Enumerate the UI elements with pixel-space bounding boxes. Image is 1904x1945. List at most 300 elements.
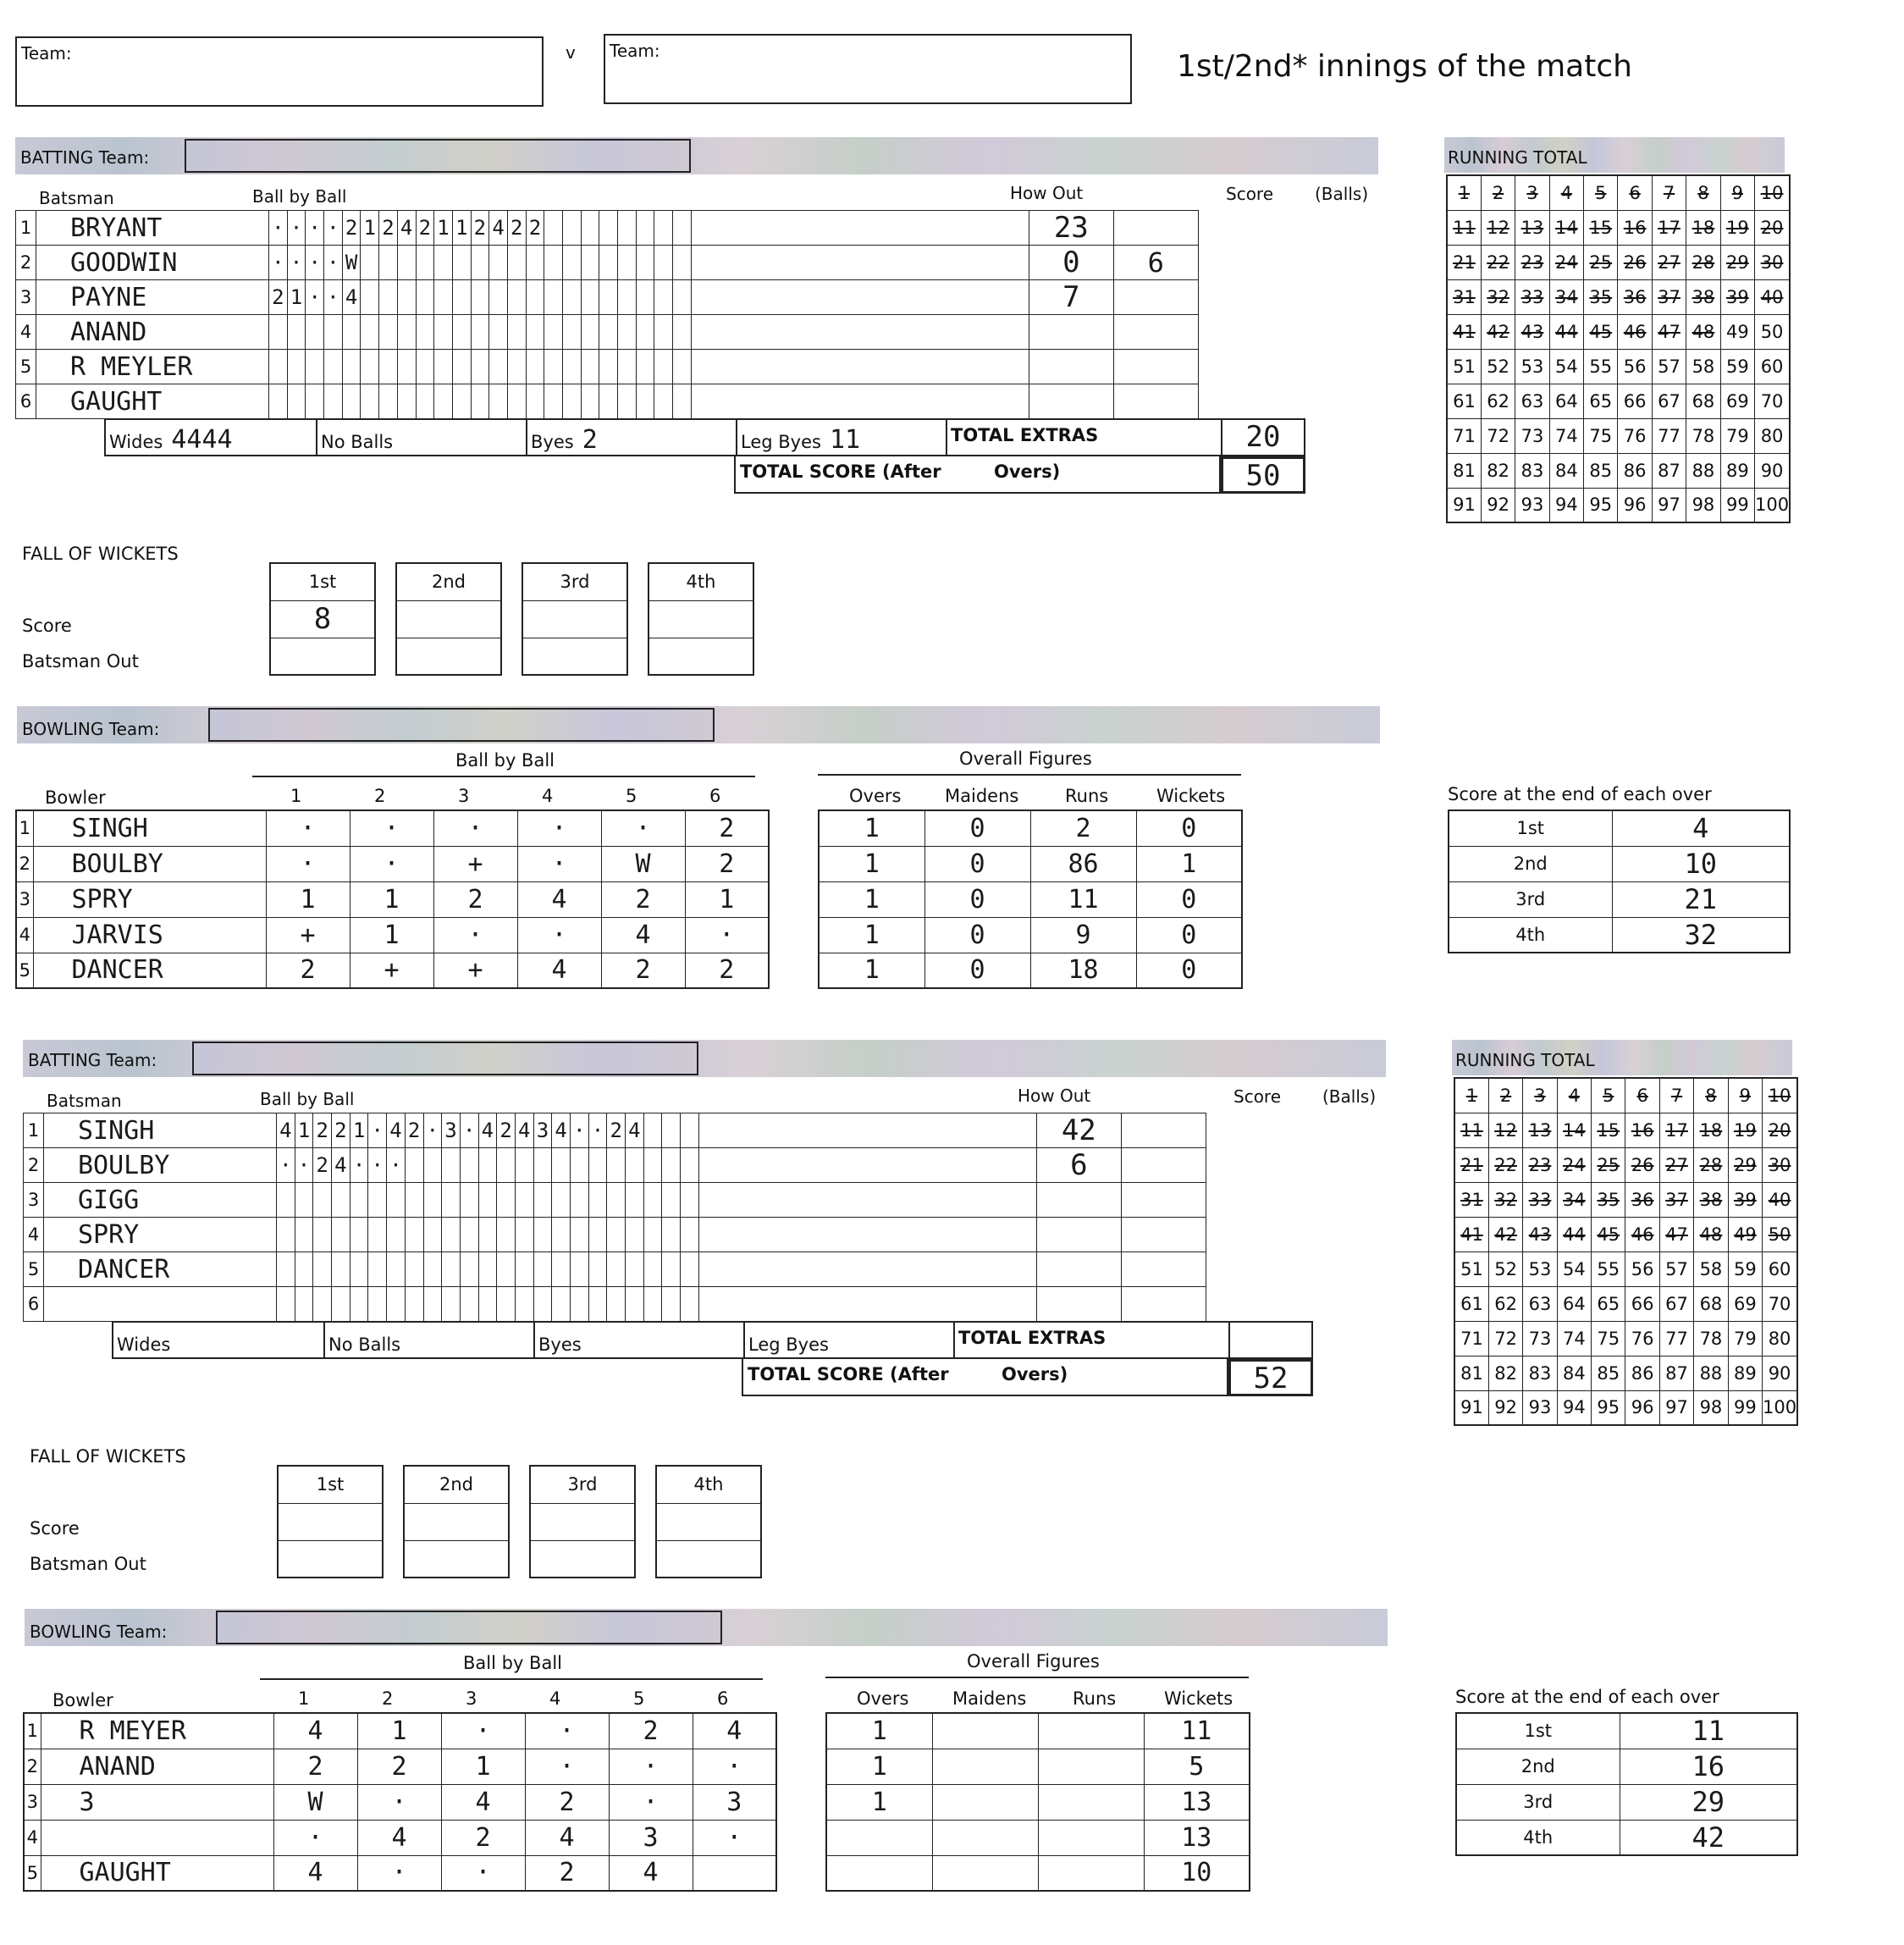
ball-cell[interactable] [654, 211, 673, 246]
ball-cell[interactable] [397, 384, 416, 419]
ball-cell[interactable]: 4 [397, 211, 416, 246]
figures-cell[interactable]: 86 [1030, 846, 1136, 881]
running-total-cell[interactable]: 53 [1523, 1252, 1557, 1286]
ball-cell[interactable] [332, 1218, 350, 1252]
running-total-cell[interactable]: 13 [1515, 210, 1549, 245]
ball-cell[interactable] [387, 1287, 406, 1322]
ball-cell[interactable] [405, 1218, 423, 1252]
figures-cell[interactable] [932, 1784, 1038, 1820]
figures-cell[interactable]: 11 [1030, 881, 1136, 917]
running-total-cell[interactable]: 29 [1720, 245, 1754, 279]
running-total-cell[interactable]: 4 [1557, 1078, 1591, 1113]
ball-cell[interactable] [313, 1218, 332, 1252]
batsman-name[interactable]: GIGG [44, 1183, 277, 1218]
figures-cell[interactable]: 13 [1144, 1820, 1250, 1855]
figures-cell[interactable]: 9 [1030, 917, 1136, 953]
ball-cell[interactable] [636, 384, 654, 419]
figures-cell[interactable]: 1 [826, 1784, 932, 1820]
fow-batsman-out-cell[interactable] [530, 1540, 635, 1578]
figures-cell[interactable] [932, 1855, 1038, 1891]
bowler-ball-cell[interactable]: 3 [609, 1820, 693, 1855]
ball-cell[interactable]: · [324, 211, 343, 246]
ball-cell[interactable] [478, 1218, 497, 1252]
running-total-cell[interactable]: 59 [1728, 1252, 1762, 1286]
running-total-cell[interactable]: 37 [1652, 279, 1686, 314]
running-total-cell[interactable]: 70 [1755, 384, 1791, 418]
ball-cell[interactable] [313, 1183, 332, 1218]
bowler-ball-cell[interactable]: 4 [517, 881, 601, 917]
ball-cell[interactable] [636, 211, 654, 246]
ball-cell[interactable] [643, 1287, 662, 1322]
running-total-cell[interactable]: 89 [1720, 453, 1754, 488]
bowler-ball-cell[interactable]: · [517, 810, 601, 846]
ball-cell[interactable] [423, 1287, 442, 1322]
bowler-ball-cell[interactable]: 2 [609, 1713, 693, 1749]
running-total-cell[interactable]: 50 [1763, 1217, 1798, 1252]
how-out-cell[interactable] [691, 315, 1029, 350]
ball-cell[interactable] [277, 1252, 295, 1287]
ball-cell[interactable] [332, 1183, 350, 1218]
running-total-cell[interactable]: 39 [1728, 1182, 1762, 1217]
ball-cell[interactable] [379, 350, 398, 384]
ball-cell[interactable] [287, 384, 306, 419]
figures-cell[interactable]: 5 [1144, 1749, 1250, 1784]
batsman-balls-faced[interactable] [1121, 1113, 1206, 1148]
running-total-cell[interactable]: 55 [1592, 1252, 1625, 1286]
ball-cell[interactable] [460, 1252, 478, 1287]
running-total-cell[interactable]: 7 [1652, 175, 1686, 210]
running-total-cell[interactable]: 83 [1523, 1356, 1557, 1390]
batsman-score[interactable]: 23 [1029, 211, 1113, 246]
running-total-cell[interactable]: 90 [1755, 453, 1791, 488]
legbyes-cell[interactable] [745, 1323, 955, 1357]
running-total-cell[interactable]: 29 [1728, 1147, 1762, 1182]
running-total-cell[interactable]: 75 [1584, 418, 1618, 453]
ball-cell[interactable] [544, 246, 563, 280]
running-total-cell[interactable]: 52 [1488, 1252, 1522, 1286]
figures-cell[interactable] [932, 1749, 1038, 1784]
running-total-cell[interactable]: 54 [1557, 1252, 1591, 1286]
running-total-cell[interactable]: 36 [1625, 1182, 1659, 1217]
running-total-cell[interactable]: 97 [1652, 488, 1686, 522]
running-total-cell[interactable]: 88 [1694, 1356, 1728, 1390]
ball-cell[interactable] [478, 1252, 497, 1287]
running-total-cell[interactable]: 16 [1625, 1113, 1659, 1147]
ball-cell[interactable] [379, 280, 398, 315]
ball-cell[interactable] [599, 211, 618, 246]
running-total-cell[interactable]: 95 [1584, 488, 1618, 522]
ball-cell[interactable]: · [368, 1148, 387, 1183]
figures-cell[interactable]: 1 [819, 810, 924, 846]
running-total-cell[interactable]: 72 [1488, 1321, 1522, 1356]
figures-cell[interactable]: 13 [1144, 1784, 1250, 1820]
ball-cell[interactable] [269, 315, 288, 350]
running-total-cell[interactable]: 80 [1763, 1321, 1798, 1356]
bowler-ball-cell[interactable]: · [693, 1749, 776, 1784]
ball-cell[interactable] [526, 246, 544, 280]
running-total-cell[interactable]: 54 [1549, 349, 1583, 384]
ball-cell[interactable] [460, 1148, 478, 1183]
total-score-value[interactable]: 52 [1228, 1359, 1313, 1396]
running-total-cell[interactable]: 18 [1694, 1113, 1728, 1147]
running-total-cell[interactable]: 63 [1523, 1286, 1557, 1321]
ball-cell[interactable]: · [306, 246, 324, 280]
ball-cell[interactable] [361, 315, 379, 350]
ball-cell[interactable] [673, 280, 692, 315]
running-total-cell[interactable]: 20 [1755, 210, 1791, 245]
over-score[interactable]: 10 [1612, 846, 1790, 881]
ball-cell[interactable]: · [277, 1148, 295, 1183]
ball-cell[interactable] [269, 384, 288, 419]
running-total-cell[interactable]: 74 [1549, 418, 1583, 453]
bowler-ball-cell[interactable]: + [433, 846, 517, 881]
running-total-cell[interactable]: 34 [1549, 279, 1583, 314]
ball-cell[interactable] [618, 384, 637, 419]
ball-cell[interactable] [489, 384, 508, 419]
ball-cell[interactable]: · [295, 1148, 313, 1183]
running-total-cell[interactable]: 32 [1488, 1182, 1522, 1217]
ball-cell[interactable] [654, 315, 673, 350]
bowler-ball-cell[interactable]: W [601, 846, 685, 881]
running-total-cell[interactable]: 5 [1584, 175, 1618, 210]
running-total-cell[interactable]: 28 [1694, 1147, 1728, 1182]
ball-cell[interactable] [442, 1218, 461, 1252]
fow-score-cell[interactable] [522, 600, 627, 638]
noballs-cell[interactable] [325, 1323, 535, 1357]
ball-cell[interactable]: 2 [497, 1113, 516, 1148]
ball-cell[interactable] [552, 1218, 571, 1252]
ball-cell[interactable] [662, 1148, 681, 1183]
bowler-ball-cell[interactable]: 4 [441, 1784, 525, 1820]
running-total-cell[interactable]: 69 [1720, 384, 1754, 418]
ball-cell[interactable] [295, 1287, 313, 1322]
running-total-cell[interactable]: 60 [1755, 349, 1791, 384]
ball-cell[interactable] [544, 315, 563, 350]
bowler-ball-cell[interactable]: 2 [273, 1749, 357, 1784]
figures-cell[interactable]: 11 [1144, 1713, 1250, 1749]
bowler-ball-cell[interactable]: · [350, 846, 433, 881]
running-total-cell[interactable]: 14 [1549, 210, 1583, 245]
over-score[interactable]: 4 [1612, 810, 1790, 846]
fow-batsman-out-cell[interactable] [396, 638, 501, 675]
ball-cell[interactable] [588, 1252, 607, 1287]
ball-cell[interactable] [324, 315, 343, 350]
fow-batsman-out-cell[interactable] [404, 1540, 509, 1578]
running-total-cell[interactable]: 36 [1618, 279, 1652, 314]
ball-cell[interactable] [416, 246, 434, 280]
figures-cell[interactable]: 0 [1136, 917, 1242, 953]
bowler-ball-cell[interactable]: + [266, 917, 350, 953]
ball-cell[interactable] [342, 315, 361, 350]
running-total-cell[interactable]: 81 [1454, 1356, 1488, 1390]
fow-score-cell[interactable] [396, 600, 501, 638]
ball-cell[interactable] [460, 1218, 478, 1252]
figures-cell[interactable]: 0 [1136, 810, 1242, 846]
ball-cell[interactable]: 2 [332, 1113, 350, 1148]
bowler-ball-cell[interactable]: · [441, 1713, 525, 1749]
ball-cell[interactable] [571, 1218, 589, 1252]
ball-cell[interactable] [350, 1218, 368, 1252]
running-total-cell[interactable]: 100 [1755, 488, 1791, 522]
batsman-balls-faced[interactable] [1121, 1218, 1206, 1252]
ball-cell[interactable] [287, 350, 306, 384]
ball-cell[interactable] [507, 280, 526, 315]
ball-cell[interactable]: · [368, 1113, 387, 1148]
ball-cell[interactable] [552, 1287, 571, 1322]
bowler-ball-cell[interactable]: 3 [693, 1784, 776, 1820]
batsman-name[interactable]: ANAND [36, 315, 269, 350]
running-total-cell[interactable]: 68 [1686, 384, 1720, 418]
ball-cell[interactable]: 4 [515, 1113, 533, 1148]
total-extras-value[interactable] [1228, 1321, 1313, 1359]
bowler-name[interactable]: DANCER [33, 953, 266, 988]
how-out-cell[interactable] [691, 211, 1029, 246]
bowler-name[interactable]: GAUGHT [41, 1855, 273, 1891]
bowler-ball-cell[interactable]: 4 [357, 1820, 441, 1855]
bowler-name[interactable]: SPRY [33, 881, 266, 917]
bowler-ball-cell[interactable]: · [350, 810, 433, 846]
bowler-ball-cell[interactable]: · [693, 1820, 776, 1855]
ball-cell[interactable] [599, 280, 618, 315]
ball-cell[interactable] [405, 1287, 423, 1322]
running-total-cell[interactable]: 21 [1447, 245, 1481, 279]
ball-cell[interactable] [581, 384, 599, 419]
how-out-cell[interactable] [698, 1148, 1036, 1183]
running-total-cell[interactable]: 13 [1523, 1113, 1557, 1147]
ball-cell[interactable] [442, 1287, 461, 1322]
ball-cell[interactable] [533, 1252, 552, 1287]
figures-cell[interactable]: 1 [819, 881, 924, 917]
running-total-cell[interactable]: 58 [1694, 1252, 1728, 1286]
ball-cell[interactable]: 3 [442, 1113, 461, 1148]
running-total-cell[interactable]: 24 [1549, 245, 1583, 279]
ball-cell[interactable] [434, 350, 453, 384]
running-total-cell[interactable]: 81 [1447, 453, 1481, 488]
ball-cell[interactable] [295, 1218, 313, 1252]
figures-cell[interactable]: 0 [1136, 881, 1242, 917]
running-total-cell[interactable]: 75 [1592, 1321, 1625, 1356]
ball-cell[interactable] [497, 1183, 516, 1218]
ball-cell[interactable] [423, 1252, 442, 1287]
ball-cell[interactable] [571, 1183, 589, 1218]
ball-cell[interactable] [544, 384, 563, 419]
running-total-cell[interactable]: 23 [1523, 1147, 1557, 1182]
bowler-ball-cell[interactable]: 2 [685, 846, 769, 881]
bowler-ball-cell[interactable]: · [441, 1855, 525, 1891]
team2-box[interactable] [604, 34, 1132, 104]
bowler-ball-cell[interactable]: 2 [601, 953, 685, 988]
fow-score-cell[interactable]: 8 [270, 600, 375, 638]
running-total-cell[interactable]: 35 [1592, 1182, 1625, 1217]
running-total-cell[interactable]: 6 [1618, 175, 1652, 210]
bowler-ball-cell[interactable]: + [433, 953, 517, 988]
batsman-name[interactable]: GAUGHT [36, 384, 269, 419]
running-total-cell[interactable]: 67 [1659, 1286, 1693, 1321]
bowler-ball-cell[interactable]: 4 [693, 1713, 776, 1749]
running-total-cell[interactable]: 8 [1686, 175, 1720, 210]
ball-cell[interactable] [626, 1252, 644, 1287]
ball-cell[interactable]: 2 [607, 1113, 626, 1148]
ball-cell[interactable] [379, 315, 398, 350]
running-total-cell[interactable]: 28 [1686, 245, 1720, 279]
ball-cell[interactable]: 4 [489, 211, 508, 246]
running-total-cell[interactable]: 10 [1763, 1078, 1798, 1113]
running-total-cell[interactable]: 64 [1557, 1286, 1591, 1321]
over-score[interactable]: 16 [1620, 1749, 1797, 1784]
ball-cell[interactable] [571, 1252, 589, 1287]
figures-cell[interactable] [1038, 1855, 1144, 1891]
ball-cell[interactable] [361, 350, 379, 384]
running-total-cell[interactable]: 92 [1481, 488, 1515, 522]
ball-cell[interactable] [434, 280, 453, 315]
bowler-ball-cell[interactable]: · [685, 917, 769, 953]
bowler-ball-cell[interactable] [693, 1855, 776, 1891]
running-total-cell[interactable]: 96 [1625, 1390, 1659, 1425]
ball-cell[interactable] [607, 1148, 626, 1183]
running-total-cell[interactable]: 48 [1694, 1217, 1728, 1252]
how-out-cell[interactable] [698, 1113, 1036, 1148]
ball-cell[interactable] [552, 1252, 571, 1287]
running-total-cell[interactable]: 25 [1584, 245, 1618, 279]
batsman-balls-faced[interactable] [1121, 1287, 1206, 1322]
batsman-name[interactable] [44, 1287, 277, 1322]
ball-cell[interactable]: 4 [277, 1113, 295, 1148]
running-total-cell[interactable]: 24 [1557, 1147, 1591, 1182]
running-total-cell[interactable]: 62 [1481, 384, 1515, 418]
ball-cell[interactable] [581, 315, 599, 350]
bowler-name[interactable]: R MEYER [41, 1713, 273, 1749]
ball-cell[interactable] [662, 1183, 681, 1218]
bowler-ball-cell[interactable]: · [357, 1855, 441, 1891]
bowler-ball-cell[interactable]: W [273, 1784, 357, 1820]
running-total-cell[interactable]: 16 [1618, 210, 1652, 245]
ball-cell[interactable]: 2 [416, 211, 434, 246]
ball-cell[interactable] [342, 384, 361, 419]
ball-cell[interactable] [626, 1183, 644, 1218]
running-total-cell[interactable]: 31 [1447, 279, 1481, 314]
ball-cell[interactable] [379, 384, 398, 419]
running-total-cell[interactable]: 67 [1652, 384, 1686, 418]
ball-cell[interactable] [387, 1183, 406, 1218]
ball-cell[interactable] [397, 350, 416, 384]
team1-box[interactable] [15, 36, 544, 107]
bowler-ball-cell[interactable]: · [266, 810, 350, 846]
ball-cell[interactable]: · [350, 1148, 368, 1183]
fow-batsman-out-cell[interactable] [278, 1540, 383, 1578]
how-out-cell[interactable] [698, 1287, 1036, 1322]
fow-score-cell[interactable] [648, 600, 753, 638]
ball-cell[interactable]: · [287, 211, 306, 246]
running-total-cell[interactable]: 31 [1454, 1182, 1488, 1217]
running-total-cell[interactable]: 65 [1584, 384, 1618, 418]
running-total-cell[interactable]: 50 [1755, 314, 1791, 349]
running-total-cell[interactable]: 43 [1515, 314, 1549, 349]
ball-cell[interactable] [452, 350, 471, 384]
running-total-cell[interactable]: 38 [1686, 279, 1720, 314]
batsman-score[interactable] [1029, 350, 1113, 384]
ball-cell[interactable] [277, 1287, 295, 1322]
running-total-cell[interactable]: 21 [1454, 1147, 1488, 1182]
running-total-cell[interactable]: 69 [1728, 1286, 1762, 1321]
ball-cell[interactable]: 4 [626, 1113, 644, 1148]
running-total-cell[interactable]: 66 [1618, 384, 1652, 418]
running-total-cell[interactable]: 93 [1515, 488, 1549, 522]
running-total-cell[interactable]: 10 [1755, 175, 1791, 210]
ball-cell[interactable] [387, 1218, 406, 1252]
ball-cell[interactable] [673, 350, 692, 384]
ball-cell[interactable] [434, 246, 453, 280]
ball-cell[interactable] [287, 315, 306, 350]
ball-cell[interactable] [313, 1252, 332, 1287]
running-total-cell[interactable]: 94 [1549, 488, 1583, 522]
running-total-cell[interactable]: 91 [1454, 1390, 1488, 1425]
ball-cell[interactable] [397, 280, 416, 315]
ball-cell[interactable] [563, 350, 582, 384]
ball-cell[interactable] [361, 246, 379, 280]
ball-cell[interactable]: · [269, 246, 288, 280]
ball-cell[interactable]: · [306, 211, 324, 246]
running-total-cell[interactable]: 57 [1659, 1252, 1693, 1286]
running-total-cell[interactable]: 46 [1625, 1217, 1659, 1252]
running-total-cell[interactable]: 37 [1659, 1182, 1693, 1217]
ball-cell[interactable] [379, 246, 398, 280]
ball-cell[interactable] [533, 1148, 552, 1183]
running-total-cell[interactable]: 61 [1454, 1286, 1488, 1321]
ball-cell[interactable] [489, 280, 508, 315]
how-out-cell[interactable] [698, 1218, 1036, 1252]
figures-cell[interactable]: 1 [826, 1749, 932, 1784]
running-total-cell[interactable]: 98 [1686, 488, 1720, 522]
ball-cell[interactable] [643, 1252, 662, 1287]
ball-cell[interactable]: 2 [342, 211, 361, 246]
ball-cell[interactable] [507, 384, 526, 419]
running-total-cell[interactable]: 68 [1694, 1286, 1728, 1321]
running-total-cell[interactable]: 61 [1447, 384, 1481, 418]
ball-cell[interactable] [544, 350, 563, 384]
ball-cell[interactable] [497, 1252, 516, 1287]
running-total-cell[interactable]: 22 [1488, 1147, 1522, 1182]
batsman-balls-faced[interactable] [1121, 1252, 1206, 1287]
batsman-score[interactable] [1029, 384, 1113, 419]
running-total-cell[interactable]: 48 [1686, 314, 1720, 349]
running-total-cell[interactable]: 57 [1652, 349, 1686, 384]
running-total-cell[interactable]: 58 [1686, 349, 1720, 384]
ball-cell[interactable] [452, 315, 471, 350]
running-total-cell[interactable]: 53 [1515, 349, 1549, 384]
ball-cell[interactable]: 2 [507, 211, 526, 246]
running-total-cell[interactable]: 3 [1515, 175, 1549, 210]
ball-cell[interactable] [350, 1252, 368, 1287]
figures-cell[interactable]: 0 [924, 881, 1030, 917]
ball-cell[interactable] [507, 246, 526, 280]
ball-cell[interactable] [295, 1252, 313, 1287]
ball-cell[interactable] [533, 1183, 552, 1218]
ball-cell[interactable] [442, 1252, 461, 1287]
ball-cell[interactable] [643, 1218, 662, 1252]
ball-cell[interactable] [599, 315, 618, 350]
running-total-cell[interactable]: 49 [1720, 314, 1754, 349]
ball-cell[interactable] [643, 1148, 662, 1183]
ball-cell[interactable] [269, 350, 288, 384]
ball-cell[interactable] [277, 1218, 295, 1252]
over-score[interactable]: 11 [1620, 1713, 1797, 1749]
ball-cell[interactable] [452, 280, 471, 315]
running-total-cell[interactable]: 33 [1515, 279, 1549, 314]
running-total-cell[interactable]: 59 [1720, 349, 1754, 384]
batsman-score[interactable] [1029, 315, 1113, 350]
figures-cell[interactable]: 2 [1030, 810, 1136, 846]
wides-cell[interactable] [106, 420, 317, 455]
